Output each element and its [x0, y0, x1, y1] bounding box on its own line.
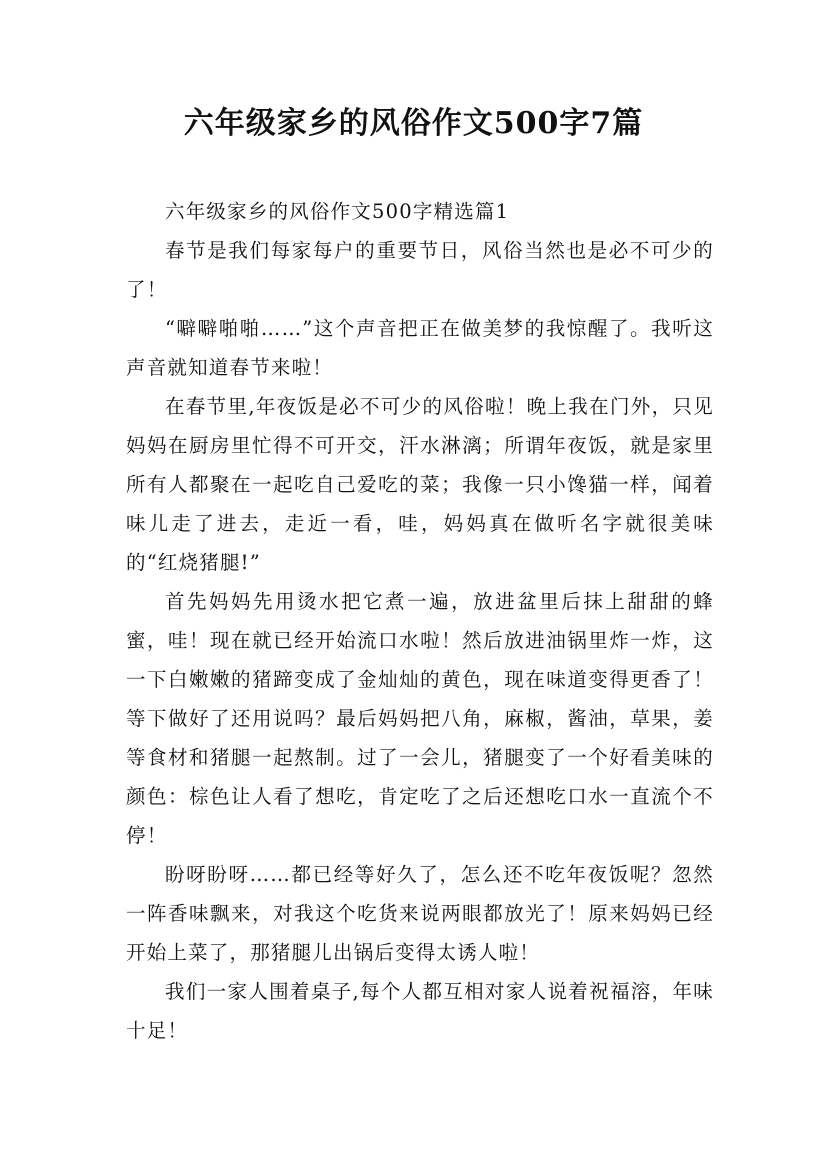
paragraph: 首先妈妈先用烫水把它煮一遍，放进盆里后抹上甜甜的蜂蜜，哇！现在就已经开始流口水啦！然后放进油锅里炸一炸，这一下白嫩嫩的猪蹄变成了金灿灿的黄色，现在味道变得更香了！等下做好了还用说吗？最后妈妈把八角，麻椒，酱油，草果，姜等食材和猪腿一起熬制。过了一会儿，猪腿变了一个好看美味的颜色：棕色让人看了想吃，肯定吃了之后还想吃口水一直流个不停！ [126, 590, 714, 847]
paragraph: 春节是我们每家每户的重要节日，风俗当然也是必不可少的了！ [126, 239, 714, 301]
paragraph: “噼噼啪啪……”这个声音把正在做美梦的我惊醒了。我听这声音就知道春节来啦！ [126, 317, 714, 379]
document-body [126, 192, 714, 1050]
section-heading: 六年级家乡的风俗作文500字精选篇1 [165, 200, 510, 223]
paragraph: 在春节里,年夜饭是必不可少的风俗啦！晚上我在门外，只见妈妈在厨房里忙得不可开交，汗水淋漓；所谓年夜饭，就是家里所有人都聚在一起吃自己爱吃的菜；我像一只小馋猫一样，闻着味儿走了进去，走近一看，哇，妈妈真在做听名字就很美味的“红烧猪腿!” [126, 395, 714, 574]
paragraph: 我们一家人围着桌子,每个人都互相对家人说着祝福溶，年味十足！ [126, 980, 714, 1042]
document-title: 六年级家乡的风俗作文500字7篇 [183, 106, 644, 141]
paragraph: 盼呀盼呀……都已经等好久了，怎么还不吃年夜饭呢？忽然一阵香味飘来，对我这个吃货来说两眼都放光了！原来妈妈已经开始上菜了，那猪腿儿出锅后变得太诱人啦！ [126, 863, 714, 964]
